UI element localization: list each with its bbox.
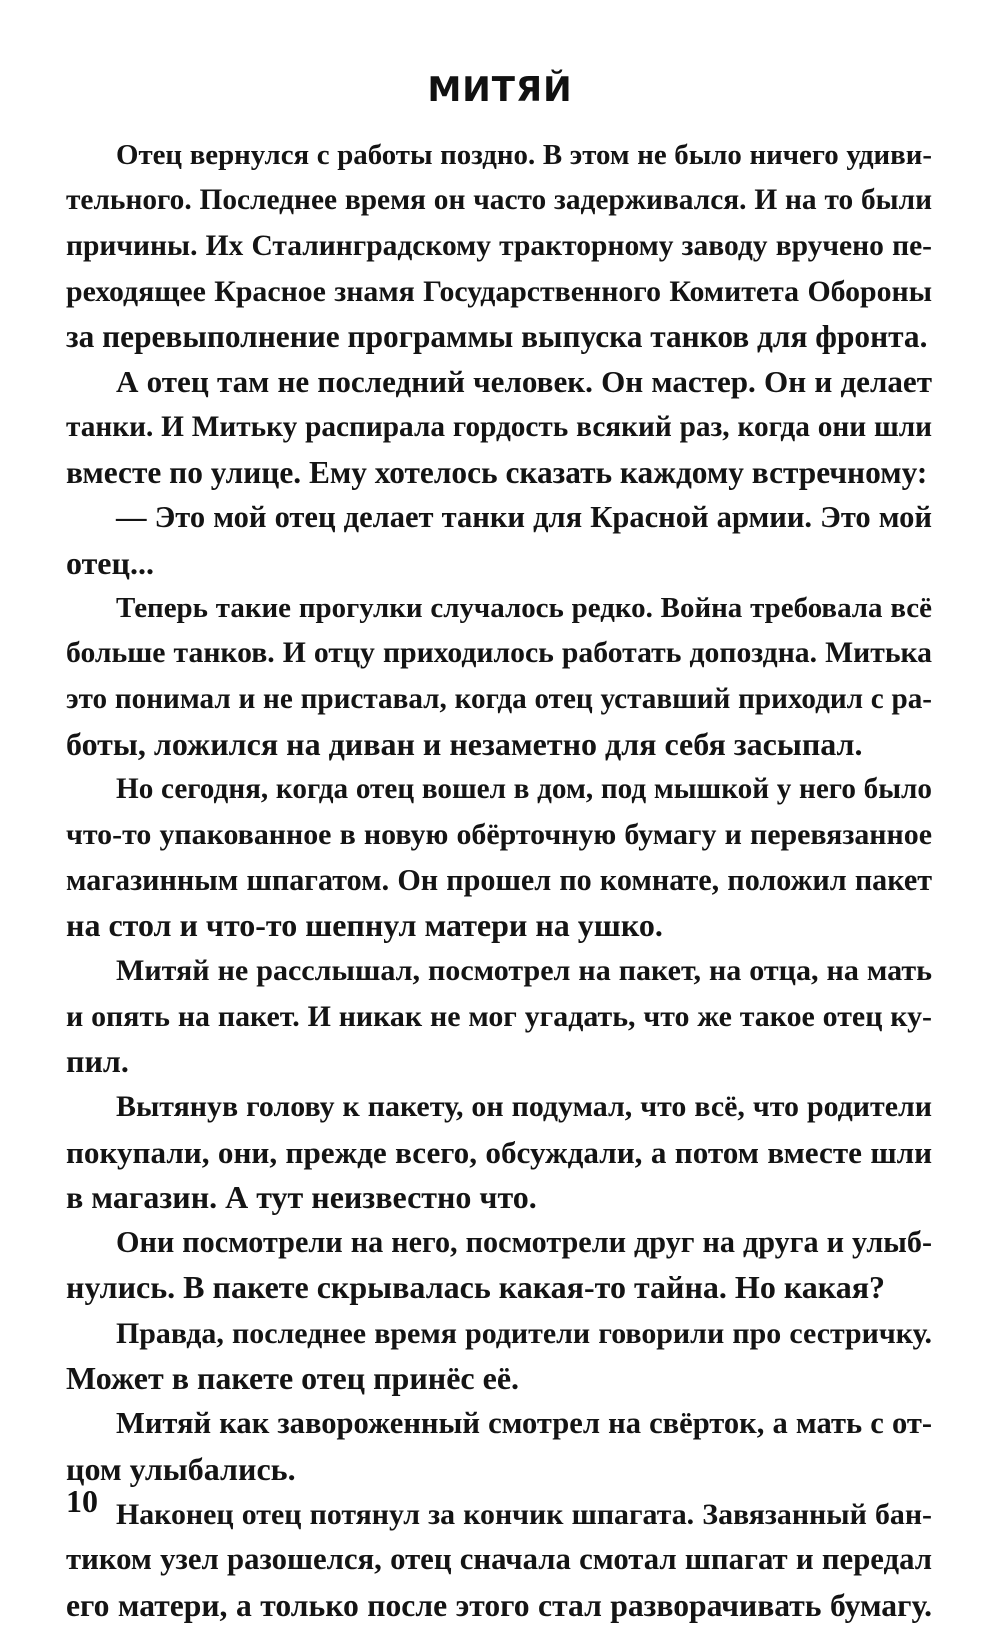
text-line: Но сегодня, когда отец вошел в дом, под мышкой у него было [116, 773, 932, 806]
text-line: Вытянув голову к пакету, он подумал, что всё, что родители [116, 1090, 932, 1124]
text-line: Митяй как завороженный смотрел на свёрток, а мать с от- [116, 1406, 932, 1441]
text-line: боты, ложился на диван и незаметно для себя засыпал. [66, 725, 863, 762]
text-line: что-то упакованное в новую обёрточную бумагу и перевязанное [66, 818, 932, 852]
text-line: танки. И Митьку распирала гордость всякий раз, когда они шли [66, 410, 932, 443]
text-line: — Это мой отец делает танки для Красной армии. Это мой [116, 500, 932, 535]
text-line: тиком узел разошелся, отец сначала смотал шпагат и передал [66, 1542, 932, 1577]
text-line: отец... [66, 544, 154, 581]
text-line: цом улыбались. [66, 1450, 296, 1487]
text-line: Правда, последнее время родители говорили про сестричку. [116, 1316, 932, 1350]
text-line: тельного. Последнее время он часто задерживался. И на то были [66, 184, 932, 217]
text-line: на стол и что-то шепнул матери на ушко. [66, 907, 663, 944]
text-line: реходящее Красное знамя Государственного Комитета Обороны [66, 274, 932, 308]
text-line: Теперь такие прогулки случалось редко. Война требовала всё [116, 591, 932, 624]
text-line: больше танков. И отцу приходилось работать допоздна. Митька [66, 637, 932, 670]
text-line: Может в пакете отец принёс её. [66, 1360, 520, 1397]
text-line: пил. [66, 1042, 129, 1079]
text-line: вместе по улице. Ему хотелось сказать каждому встречному: [66, 455, 928, 491]
page-number: 10 [66, 1483, 98, 1519]
chapter-title: МИТЯЙ [427, 70, 573, 110]
text-line: в магазин. А тут неизвестно что. [66, 1178, 537, 1215]
text-line: это понимал и не приставал, когда отец уставший приходил с ра- [66, 682, 932, 715]
text-line: Наконец отец потянул за кончик шпагата. Завязанный бан- [116, 1497, 932, 1531]
text-line: и опять на пакет. И никак не мог угадать, что же такое отец ку- [66, 999, 932, 1033]
text-line: за перевыполнение программы выпуска танков для фронта. [66, 319, 928, 355]
text-line: покупали, они, прежде всего, обсуждали, а потом вместе шли [66, 1134, 932, 1170]
text-line: Митяй не расслышал, посмотрел на пакет, на отца, на мать [116, 953, 932, 988]
text-line: магазинным шпагатом. Он прошел по комнате, положил пакет [66, 862, 932, 897]
text-line: его матери, а только после этого стал разворачивать бумагу. [66, 1587, 932, 1623]
text-line: нулись. В пакете скрывалась какая-то тайна. Но какая? [66, 1269, 886, 1306]
text-line: причины. Их Сталинградскому тракторному заводу вручено пе- [66, 229, 932, 262]
chapter-text [66, 133, 932, 1628]
text-line: Они посмотрели на него, посмотрели друг на друга и улыб- [116, 1225, 932, 1260]
text-line: А отец там не последний человек. Он мастер. Он и делает [116, 364, 932, 400]
text-line: Отец вернулся с работы поздно. В этом не было ничего удиви- [116, 139, 932, 171]
